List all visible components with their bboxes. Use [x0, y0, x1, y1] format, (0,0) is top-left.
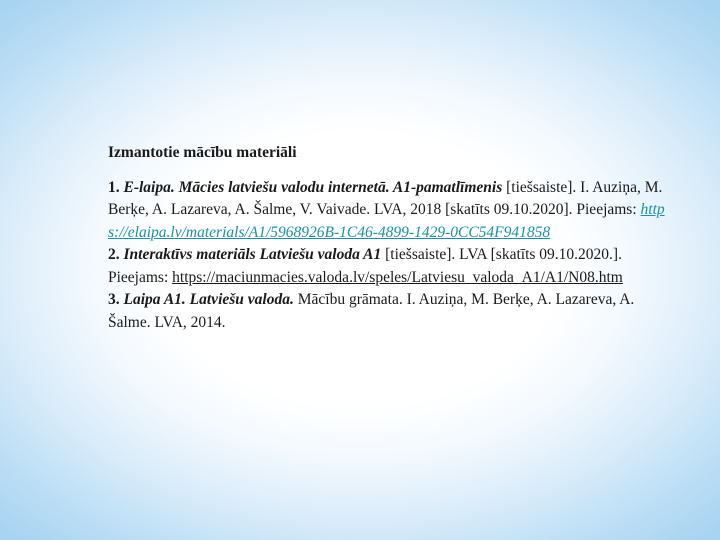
entry-details: [tiešsaiste]. LVA [skatīts 09.10.2020.]. Pieejams: [108, 246, 622, 286]
entry-link[interactable]: https://elaipa.lv/materials/A1/5968926B-1C46-4899-1429-0CC54F941858 [108, 201, 665, 241]
references-section [108, 142, 668, 334]
reference-entry-1 [108, 177, 668, 245]
entry-title: Interaktīvs materiāls Latviešu valoda A1 [123, 246, 382, 263]
entry-title: Laipa A1. Latviešu valoda. [123, 291, 294, 308]
entry-link[interactable]: https://maciunmacies.valoda.lv/speles/Latviesu_valoda_A1/A1/N08.htm [172, 268, 623, 286]
reference-entry-2 [108, 244, 668, 289]
entry-title: E-laipa. Mācies latviešu valodu internetā. A1-pamatlīmenis [123, 178, 503, 196]
section-heading: Izmantotie mācību materiāli [108, 144, 297, 161]
entry-number: 3. [108, 291, 120, 308]
entry-details: Mācību grāmata. I. Auziņa, M. Berķe, A. Lazareva, A. Šalme. LVA, 2014. [108, 291, 635, 331]
entry-number: 1. [108, 178, 120, 196]
reference-entry-3 [108, 289, 668, 334]
entry-number: 2. [108, 246, 120, 263]
entry-details: [tiešsaiste]. I. Auziņa, M. Berķe, A. Lazareva, A. Šalme, V. Vaivade. LVA, 2018 [skatīts 09.10.2020]. Pieejams: [108, 178, 663, 218]
